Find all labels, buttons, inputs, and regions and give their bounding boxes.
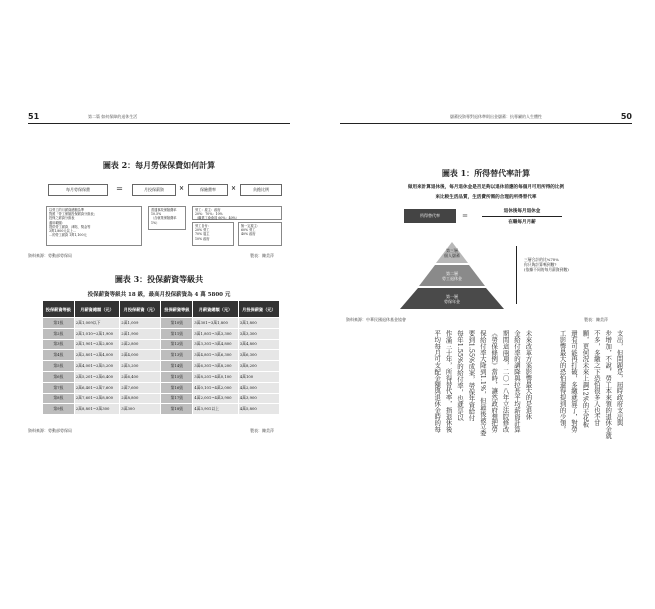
table-cell: 4萬3,901以上 — [193, 404, 239, 415]
pyramid-callout: 三層合計的比%70% 你只夠計算嗎到數? (依據不同的每月薪資到數) — [524, 257, 569, 273]
body-text-column: 保給付率大降到1.1%，但最後被立委 — [478, 330, 487, 436]
table-cell: 2萬1,009 — [120, 318, 161, 329]
pyramid-label-bottom: 第一層 勞保年金 — [444, 294, 460, 304]
table-cell: 2萬4,001~2萬5,200 — [74, 361, 120, 372]
share-note: 勞工：雇主：政府 20%：70%：10% （職業工會會員 60%：40%） — [192, 206, 282, 220]
formula-denominator: 在職每月月薪 — [508, 220, 536, 225]
table-row — [43, 382, 280, 393]
table-body — [43, 318, 280, 415]
times-sign-2: × — [231, 185, 237, 192]
table-row — [43, 404, 280, 415]
table-cell: 2萬5,201~2萬6,400 — [74, 371, 120, 382]
figure3-subtitle: 投保薪資等級共 18 級，最高月投保薪資為 4 萬 5800 元 — [87, 292, 231, 298]
table-cell: 2萬6,401~2萬7,600 — [74, 382, 120, 393]
premium-box: 每月勞保保費 — [48, 184, 108, 196]
body-text-column: 要到1.55%成案，勞保年資給付 — [467, 330, 476, 421]
body-text-column: 未來改革方案影響最大的是退休 — [524, 330, 533, 420]
premium-rate-box: 保險費率 — [188, 184, 228, 196]
table-header-row — [43, 301, 280, 318]
left-page — [28, 112, 290, 452]
col-header-insured: 月投保薪資（元） — [120, 301, 161, 318]
table-cell: 第10級 — [161, 318, 193, 329]
table-cell: 4萬2,000 — [238, 382, 279, 393]
table-cell: 2萬5,200 — [120, 361, 161, 372]
table-cell: 第5級 — [43, 361, 75, 372]
pyramid-label-top: 第三層 個人儲蓄 — [444, 248, 460, 258]
col-header-insured-2: 月投保薪資（元） — [238, 301, 279, 318]
table-cell: 第17級 — [161, 393, 193, 404]
body-text-column: 步增加，不說，勞工本來領的退休金就 — [604, 330, 613, 439]
table-row — [43, 328, 280, 339]
table-cell: 第15級 — [161, 371, 193, 382]
formula-label: 所得替代率 — [404, 209, 456, 223]
body-text-column: 願，更何況未來上調12%的天花板 — [581, 330, 590, 428]
table-cell: 2萬1,900 — [120, 328, 161, 339]
table-cell: 2萬4,000 — [120, 350, 161, 361]
figure1-line2: 來比較生活品質，生活費所需的合理的所得替代率 — [435, 195, 537, 200]
figure3-title: 圖表 3：投保薪資等級共 — [114, 274, 204, 284]
salary-note: 以勞工的月薪資總額為準 對照「勞工保險投保薪資分級表」 投保之薪資分級表 適用範圍： 提供勞工薪資、津貼、獎金等 3萬1,800元以上… …的勞工薪資 1萬1,100元 — [46, 206, 142, 246]
table-cell: 3萬300 — [120, 404, 161, 415]
times-sign: × — [179, 185, 185, 192]
col-header-grade: 投保薪資等級 — [43, 301, 75, 318]
formula-numerator: 退休後每月退休金 — [503, 209, 541, 214]
table-cell: 3萬3,301~3萬4,800 — [193, 339, 239, 350]
col-header-salary: 月薪資總額（元） — [74, 301, 120, 318]
table-cell: 4萬100 — [238, 371, 279, 382]
table-cell: 第9級 — [43, 404, 75, 415]
running-head-left: 第二篇 如何保障的退休生活 — [88, 114, 138, 119]
page-number-right: 50 — [620, 112, 632, 121]
table-row — [43, 339, 280, 350]
body-text-column: 每年1.55%的給付率，也就是以 — [456, 330, 464, 421]
col-header-grade-2: 投保薪資等級 — [161, 301, 193, 318]
table-cell: 第1級 — [43, 318, 75, 329]
table-cell: 2萬1,010~2萬1,900 — [74, 328, 120, 339]
table-cell: 4萬0,101~4萬2,000 — [193, 382, 239, 393]
header-rule — [28, 123, 290, 124]
rate-note: 普通事故保險費率 10.5% （含就業保險費率1%） — [148, 206, 186, 230]
figure3-source: 資料來源：勞動部勞保局 — [28, 428, 72, 433]
table-cell: 3萬1,801~3萬3,300 — [193, 328, 239, 339]
table-cell: 3萬4,801~3萬6,300 — [193, 350, 239, 361]
table-cell: 第16級 — [161, 382, 193, 393]
table-cell: 4萬5,800 — [238, 404, 279, 415]
table-cell: 2萬1,009以下 — [74, 318, 120, 329]
table-cell: 第7級 — [43, 382, 75, 393]
body-text-column: 《勞保條例》當時，讓然政府想把勞 — [490, 330, 499, 433]
table-cell: 第2級 — [43, 328, 75, 339]
table-cell: 第18級 — [161, 404, 193, 415]
table-cell: 第14級 — [161, 361, 193, 372]
pyramid-label-middle: 第二層 勞工退休金 — [442, 271, 462, 281]
figure2-title: 圖表 2：每月勞保保費如何計算 — [102, 160, 216, 170]
table-cell: 4萬3,900 — [238, 393, 279, 404]
table-cell: 3萬6,301~3萬8,200 — [193, 361, 239, 372]
right-page — [340, 112, 632, 452]
body-text-column: 期間這兩項，二〇一八年立法院修改 — [501, 330, 510, 433]
callout-bracket — [516, 246, 517, 304]
body-text-column: 平均每月可支配金額與退休金時的每 — [433, 330, 442, 433]
share-box: 負擔比例 — [240, 184, 282, 196]
salary-grade-table — [42, 300, 280, 415]
table-cell: 3萬8,201~4萬0,100 — [193, 371, 239, 382]
table-cell: 第12級 — [161, 339, 193, 350]
table-cell: 第3級 — [43, 339, 75, 350]
table-cell: 2萬8,801~3萬300 — [74, 404, 120, 415]
page-number-left: 51 — [28, 112, 40, 121]
table-cell: 3萬6,300 — [238, 350, 279, 361]
body-text-column: 金給付率的調降與拉長平均薪資計算 — [513, 330, 521, 433]
equals-sign: ＝ — [116, 184, 123, 193]
table-row — [43, 318, 280, 329]
table-cell: 第13級 — [161, 350, 193, 361]
body-text-column: 作滿三十年，所得替代率，指退休後 — [444, 330, 453, 433]
table-row — [43, 350, 280, 361]
formula-equals: ＝ — [462, 213, 469, 220]
header-rule-right — [340, 123, 632, 124]
table-cell: 2萬8,800 — [120, 393, 161, 404]
table-cell: 2萬6,400 — [120, 371, 161, 382]
table-cell: 第11級 — [161, 328, 193, 339]
body-text-column: 支出，但問題是，屆時政府支出與 — [615, 330, 624, 426]
figure1-title: 圖表 1：所得替代率計算 — [441, 168, 531, 178]
share-list: 勞工自付： 20% 勞工 70% 雇主 10% 政府 — [192, 222, 234, 246]
col-header-salary-2: 月薪資總額（元） — [193, 301, 239, 318]
table-cell: 2萬2,800 — [120, 339, 161, 350]
table-cell: 第4級 — [43, 350, 75, 361]
table-cell: 2萬2,801~2萬4,000 — [74, 350, 120, 361]
figure2-source: 資料來源：勞動部勞保局 — [28, 253, 72, 258]
insured-salary-box: 月投保薪資 — [132, 184, 176, 196]
table-cell: 3萬301~3萬1,800 — [193, 318, 239, 329]
figure1-drawer: 製表：陳美萍 — [584, 317, 608, 322]
running-head-right: 儲蓄投資專對退休準則出金儲蓄：抗專屬的人生體性 — [450, 114, 542, 119]
body-text-column: 不多，多繳之下恐怕很多人也不甘 — [592, 330, 601, 426]
table-cell: 2萬1,901~2萬2,800 — [74, 339, 120, 350]
table-cell: 3萬8,200 — [238, 361, 279, 372]
table-cell: 4萬2,001~4萬3,900 — [193, 393, 239, 404]
table-cell: 3萬3,300 — [238, 328, 279, 339]
body-text-column: 工影響最大的恐怕還得提到的少領。 — [558, 330, 567, 433]
table-cell: 第8級 — [43, 393, 75, 404]
table-row — [43, 393, 280, 404]
table-cell: 2萬7,601~2萬8,800 — [74, 393, 120, 404]
table-cell: 3萬1,800 — [238, 318, 279, 329]
share-list-2: 無一定雇主： 60% 勞工 40% 政府 — [238, 222, 282, 246]
figure1-line1: 做用來計算退休後，每月退休金是否足夠以退休前應的每個月可用所得的比例 — [407, 185, 565, 190]
table-row — [43, 361, 280, 372]
table-cell: 3萬4,800 — [238, 339, 279, 350]
figure3-drawer: 製表：陳美萍 — [250, 428, 274, 433]
table-cell: 2萬7,600 — [120, 382, 161, 393]
body-text-column: 還有可能再打破，多繳就算了，對勞 — [570, 330, 578, 433]
table-cell: 第6級 — [43, 371, 75, 382]
table-row — [43, 371, 280, 382]
figure2-drawer: 製表：陳美萍 — [250, 253, 274, 258]
figure1-source: 資料來源：中華民國退休基金協會 — [346, 317, 406, 322]
